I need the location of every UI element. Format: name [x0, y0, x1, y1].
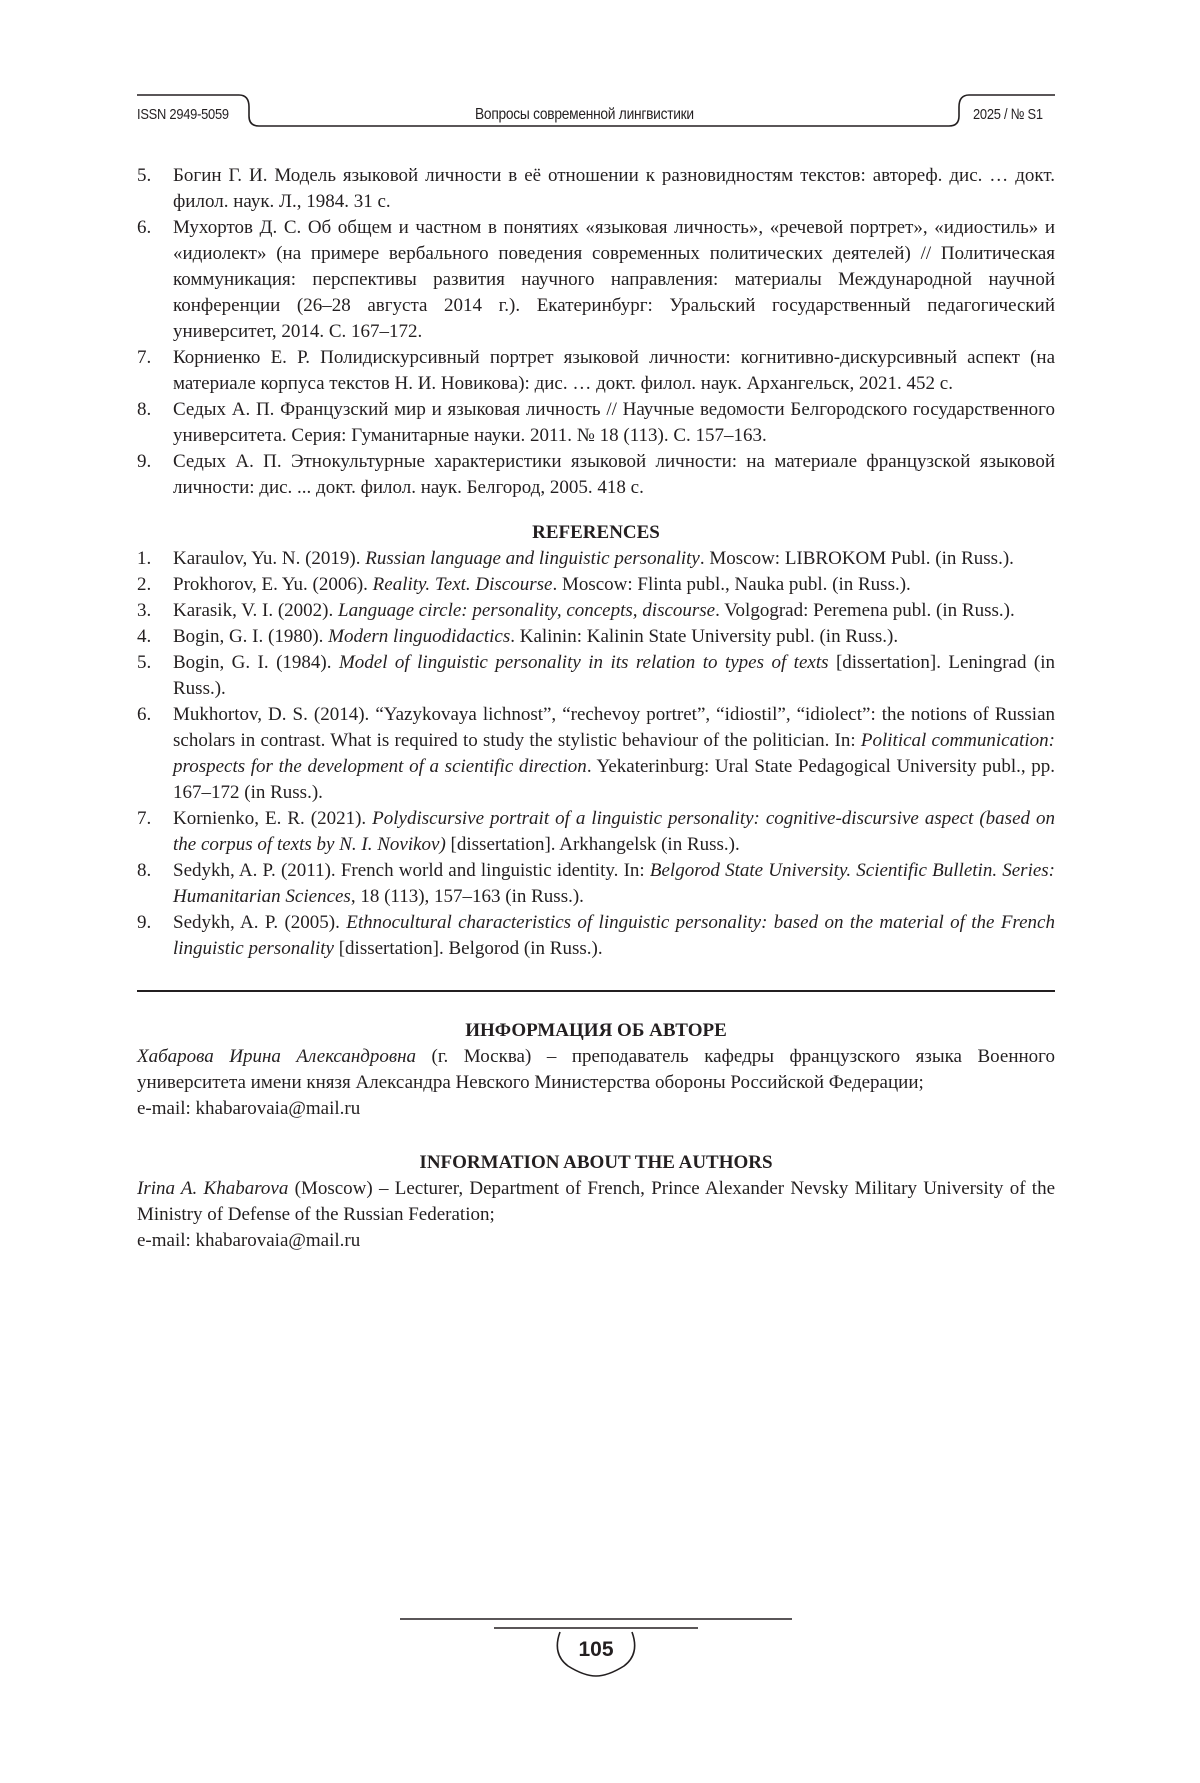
ru-reference-list [137, 163, 1055, 501]
page-content [137, 163, 1055, 1254]
issue-number: 2025 / № S1 [973, 106, 1043, 123]
page-footer [400, 1618, 792, 1682]
list-item: 6. Мухортов Д. С. Об общем и частном в понятиях «языковая личность», «речевой портрет», «идиостиль» и «идиолект» (на примере вербального поведения современных политических деятелей) // Политическая коммуникация: перспективы развития научного направления: материалы Международной научной конференции (26–28 августа 2014 г.). Екатеринбург: Уральский государственный педагогический университет, 2014. С. 167–172. [137, 217, 1055, 342]
page-number: 105 [578, 1638, 614, 1661]
issn: ISSN 2949-5059 [137, 106, 229, 123]
list-item: 9. Седых А. П. Этнокультурные характеристики языковой личности: на материале французской языковой личности: дис. ... докт. филол. наук. Белгород, 2005. 418 с. [137, 451, 1055, 498]
list-item: 8. Sedykh, A. P. (2011). French world and linguistic identity. In: Belgorod State University. Scientific Bulletin. Series: Humanitarian Sciences, 18 (113), 157–163 (in Russ.). [137, 860, 1056, 907]
list-item: 5. Bogin, G. I. (1984). Model of linguistic personality in its relation to types of texts [dissertation]. Leningrad (in Russ.). [137, 652, 1056, 699]
journal-title: Вопросы современной лингвистики [475, 106, 694, 123]
author-info-heading-ru: ИНФОРМАЦИЯ ОБ АВТОРЕ [465, 1020, 727, 1041]
author-info-ru: Хабарова Ирина Александровна (г. Москва) – преподаватель кафедры французского языка Военного университета имени князя Александра Невского Министерства обороны Российской Федерации; [137, 1046, 1055, 1093]
list-item: 2. Prokhorov, E. Yu. (2006). Reality. Text. Discourse. Moscow: Flinta publ., Nauka publ. (in Russ.). [137, 574, 911, 595]
en-reference-list [137, 546, 1055, 962]
author-info-heading-en: INFORMATION ABOUT THE AUTHORS [419, 1152, 773, 1173]
running-header [137, 92, 1055, 138]
author-name-ru: Хабарова Ирина Александровна [137, 1046, 417, 1067]
references-heading: REFERENCES [532, 522, 660, 543]
list-item: 1. Karaulov, Yu. N. (2019). Russian language and linguistic personality. Moscow: LIBROKOM Publ. (in Russ.). [137, 548, 1014, 569]
section-divider [137, 990, 1055, 992]
list-item: 7. Корниенко Е. Р. Полидискурсивный портрет языковой личности: когнитивно-дискурсивный аспект (на материале корпуса текстов Н. И. Новикова): дис. … докт. филол. наук. Архангельск, 2021. 452 с. [137, 347, 1055, 394]
list-item: 9. Sedykh, A. P. (2005). Ethnocultural characteristics of linguistic personality: based on the material of the French linguistic personality [dissertation]. Belgorod (in Russ.). [137, 912, 1055, 959]
author-name-en: Irina A. Khabarova [137, 1178, 289, 1199]
list-item: 3. Karasik, V. I. (2002). Language circle: personality, concepts, discourse. Volgograd: Peremena publ. (in Russ.). [137, 600, 1015, 621]
author-email-ru: e-mail: khabarovaia@mail.ru [137, 1098, 361, 1119]
author-info-en: Irina A. Khabarova (Moscow) – Lecturer, Department of French, Prince Alexander Nevsky Military University of the Ministry of Defense of the Russian Federation; [137, 1178, 1055, 1225]
list-item: 8. Седых А. П. Французский мир и языковая личность // Научные ведомости Белгородского государственного университета. Серия: Гуманитарные науки. 2011. № 18 (113). С. 157–163. [137, 399, 1055, 446]
author-email-en: e-mail: khabarovaia@mail.ru [137, 1230, 361, 1251]
list-item: 6. Mukhortov, D. S. (2014). “Yazykovaya lichnost”, “rechevoy portret”, “idiostil”, “idiolect”: the notions of Russian scholars in contrast. What is required to study the stylistic behaviour of the politician. In: Political communication: prospects for the development of a scientific direction. Yekaterinburg: Ural State Pedagogical University publ., pp. 167–172 (in Russ.). [137, 704, 1055, 803]
list-item: 5. Богин Г. И. Модель языковой личности в её отношении к разновидностям текстов: автореф. дис. … докт. филол. наук. Л., 1984. 31 с. [137, 165, 1055, 212]
list-item: 7. Kornienko, E. R. (2021). Polydiscursive portrait of a linguistic personality: cognitive-discursive aspect (based on the corpus of texts by N. I. Novikov) [dissertation]. Arkhangelsk (in Russ.). [137, 808, 1055, 855]
list-item: 4. Bogin, G. I. (1980). Modern linguodidactics. Kalinin: Kalinin State University publ. (in Russ.). [137, 626, 899, 647]
